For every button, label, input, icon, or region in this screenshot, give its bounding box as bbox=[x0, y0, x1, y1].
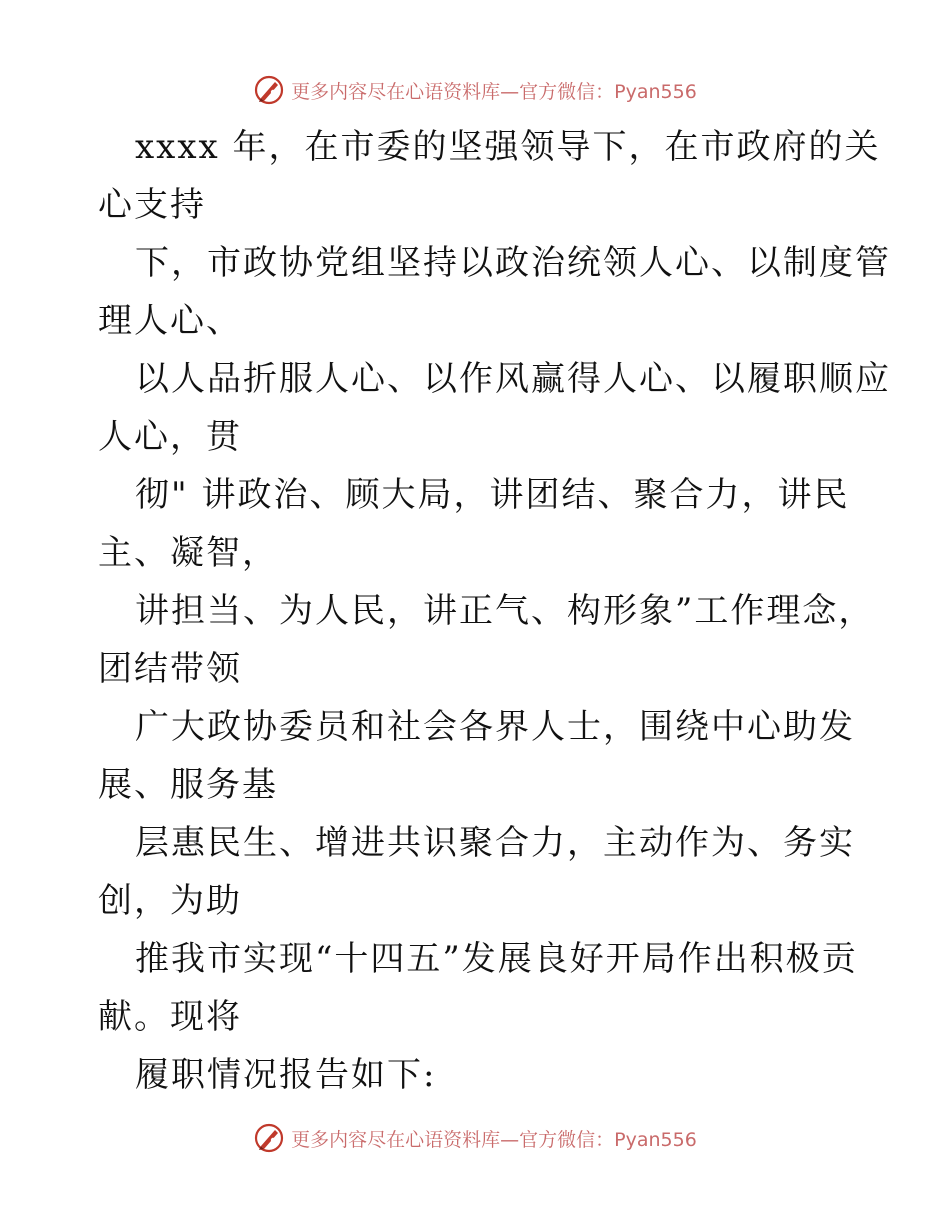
body-line: 人心，贯 bbox=[98, 417, 242, 457]
body-line: 理人心、 bbox=[98, 301, 242, 341]
body-line: 主、凝智， bbox=[98, 533, 278, 573]
footer-banner-text: 更多内容尽在心语资料库—官方微信：Pyan556 bbox=[291, 1128, 697, 1151]
body-line: xxxx 年，在市委的坚强领导下，在市政府的关 bbox=[135, 127, 881, 167]
document-body bbox=[98, 118, 891, 1104]
body-line: 心支持 bbox=[98, 185, 206, 225]
body-line: 献。现将 bbox=[98, 997, 242, 1037]
body-line: 讲担当、为人民，讲正气、构形象”工作理念， bbox=[135, 591, 875, 631]
header-banner-text: 更多内容尽在心语资料库—官方微信：Pyan556 bbox=[291, 80, 697, 103]
body-line: 团结带领 bbox=[98, 649, 242, 689]
body-line: 展、服务基 bbox=[98, 765, 278, 805]
body-line: 推我市实现“十四五”发展良好开局作出积极贡 bbox=[135, 939, 858, 979]
body-line: 下，市政协党组坚持以政治统领人心、以制度管 bbox=[135, 243, 891, 283]
body-line: 彻" 讲政治、顾大局，讲团结、聚合力，讲民 bbox=[135, 475, 850, 515]
footer-watermark-banner bbox=[0, 1118, 950, 1158]
header-watermark-banner bbox=[0, 70, 950, 110]
body-line: 层惠民生、增进共识聚合力，主动作为、务实 bbox=[135, 823, 855, 863]
body-line: 以人品折服人心、以作风赢得人心、以履职顺应 bbox=[135, 359, 891, 399]
body-line: 广大政协委员和社会各界人士，围绕中心助发 bbox=[135, 707, 855, 747]
body-line: 履职情况报告如下: bbox=[135, 1055, 437, 1095]
body-line: 创，为助 bbox=[98, 881, 242, 921]
pen-logo-icon bbox=[253, 1122, 285, 1154]
pen-logo-icon bbox=[253, 74, 285, 106]
